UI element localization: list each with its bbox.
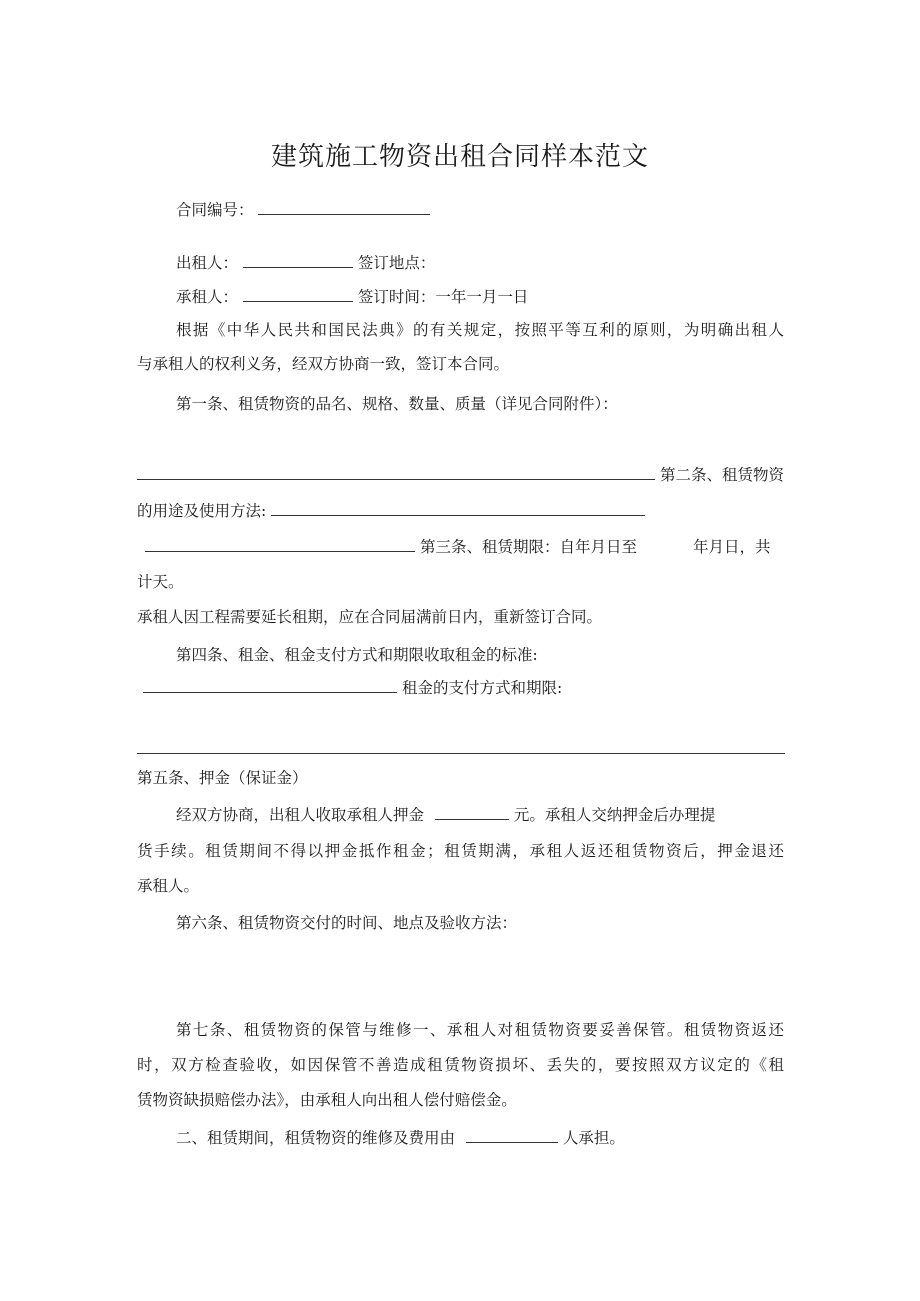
lessee-line: [176, 287, 528, 307]
article-2-content-blank[interactable]: [145, 537, 415, 552]
article-4-payment-label: 租金的支付方式和期限:: [401, 679, 563, 697]
article-5-line-1: [176, 805, 715, 825]
article-2-line-2: [137, 501, 645, 521]
article-7-line-1: 第七条、租赁物资的保管与维修一、承租人对租赁物资要妥善保管。租赁物资返还: [176, 1021, 784, 1039]
article-7-maintenance-text: 二、租赁期间，租赁物资的维修及费用由: [176, 1129, 456, 1147]
contract-number-line: [176, 200, 430, 220]
article-4-heading: 第四条、租金、租金支付方式和期限收取租金的标准:: [176, 646, 538, 664]
article-4-line-2: [143, 678, 562, 698]
article-5-line-3: 承租人。: [137, 877, 200, 895]
article-5-heading: 第五条、押金（保证金）: [137, 769, 308, 787]
article-3-extension: 承租人因工程需要延长租期，应在合同届满前日内，重新签订合同。: [137, 608, 603, 626]
article-7-line-3: 赁物资缺损赔偿办法》，由承租人向出租人偿付赔偿金。: [137, 1091, 517, 1109]
article-2-line-1: [137, 465, 784, 485]
article-2-heading: 第二条、租赁物资: [659, 466, 784, 484]
article-3-line-1: [145, 537, 637, 557]
intro-paragraph-line-2: 与承租人的权利义务，经双方协商一致，签订本合同。: [137, 355, 510, 373]
contract-number-blank[interactable]: [258, 200, 430, 215]
article-2-usage-blank[interactable]: [271, 501, 645, 516]
article-3-heading: 第三条、租赁期限：自年月日至: [419, 538, 637, 556]
deposit-amount-blank[interactable]: [435, 805, 509, 820]
maintenance-party-blank[interactable]: [466, 1128, 558, 1143]
article-5-deposit-text: 经双方协商，出租人收取承租人押金: [176, 806, 425, 824]
contract-number-label: 合同编号：: [176, 201, 254, 219]
lessee-label: 承租人：: [176, 288, 239, 306]
article-1-heading: 第一条、租赁物资的品名、规格、数量、质量（详见合同附件）：: [176, 395, 618, 413]
article-7-line-4: [176, 1128, 625, 1148]
lessor-blank[interactable]: [243, 253, 353, 268]
article-5-line-2: 货手续。租赁期间不得以押金抵作租金；租赁期满，承租人返还租赁物资后，押金退还: [137, 842, 784, 860]
article-7-line-2: 时，双方检查验收，如因保管不善造成租赁物资损坏、丢失的，要按照双方议定的《租: [137, 1056, 784, 1074]
article-4-standard-blank[interactable]: [143, 678, 397, 693]
article-3-date-end: 年月日，共: [693, 538, 771, 556]
lessor-line: [176, 253, 435, 273]
article-7-maintenance-tail: 人承担。: [562, 1129, 625, 1147]
article-2-usage-label: 的用途及使用方法:: [137, 502, 267, 520]
page-title: 建筑施工物资出租合同样本范文: [270, 142, 649, 172]
sign-time-label: 签订时间：一年一月一日: [357, 288, 529, 306]
sign-place-label: 签订地点：: [357, 254, 436, 272]
intro-paragraph-line-1: 根据《中华人民共和国民法典》的有关规定，按照平等互利的原则，为明确出租人: [176, 321, 784, 339]
article-5-deposit-tail: 元。承租人交纳押金后办理提: [513, 806, 716, 824]
article-3-days: 计天。: [137, 573, 184, 591]
article-4-payment-blank[interactable]: [137, 753, 785, 754]
lessee-blank[interactable]: [243, 287, 353, 302]
article-6-heading: 第六条、租赁物资交付的时间、地点及验收方法：: [176, 914, 518, 932]
article-1-content-blank[interactable]: [137, 465, 655, 480]
lessor-label: 出租人：: [176, 254, 239, 272]
